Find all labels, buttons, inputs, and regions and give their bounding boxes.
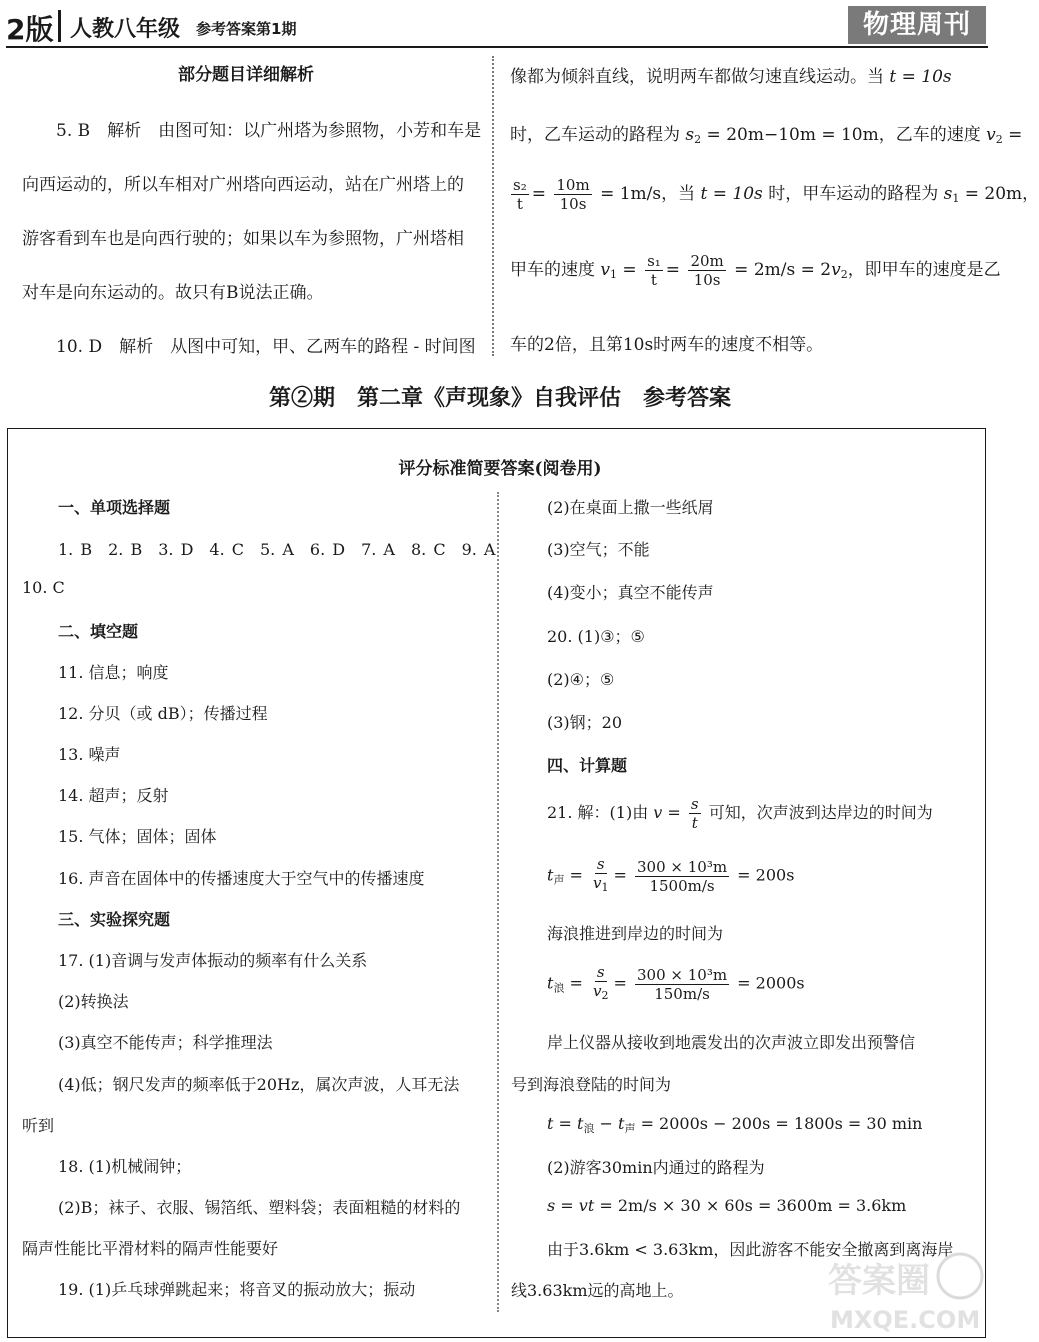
analysis-line: 10. D 解析 从图中可知，甲、乙两车的路程 - 时间图 [56, 337, 476, 357]
fraction: $\frac{\text{300 × 10³m}}{150m/s}$ [637, 965, 728, 1003]
section-heading: 二、填空题 [58, 622, 139, 641]
answer-line: (2)④；⑤ [547, 670, 615, 689]
analysis-line: 游客看到车也是向西行驶的；如果以车为参照物，广州塔相 [22, 229, 464, 249]
fraction: $\frac{s}{v_2}$ [593, 963, 609, 1002]
equation-line: s = vt = 2m/s × 30 × 60s = 3600m = 3.6km [547, 1196, 907, 1215]
answer-line: 听到 [22, 1116, 55, 1135]
answer-line: 1. B 2. B 3. D 4. C 5. A 6. D 7. A 8. C 9. A [58, 540, 496, 559]
analysis-right-line: 时，乙车运动的路程为 $s_2 = 20m-10m = 10m$，乙车的速度 $v_2$ = [510, 125, 1023, 146]
answer-line: (3)空气；不能 [547, 540, 650, 559]
watermark-logo [820, 1250, 990, 1335]
header-rule [6, 46, 988, 48]
answer-line: 10. C [22, 578, 65, 597]
equation-line: $t_浪$ = $\frac{s}{v_2}$ = $\frac{\text{300 × 10³m}}{150m/s}$ = 2000s [547, 963, 805, 1005]
edition-number: 2版 [6, 13, 54, 46]
answer-line: (4)低；钢尺发声的频率低于20Hz，属次声波，人耳无法 [58, 1075, 460, 1094]
answer-line: 11. 信息；响度 [58, 663, 169, 682]
answer-line: (4)变小；真空不能传声 [547, 583, 714, 602]
header-divider [58, 10, 61, 42]
answer-line: 18. (1)机械闹钟； [58, 1157, 192, 1176]
issue-subtitle: 参考答案第1期 [196, 20, 297, 38]
fraction: $\frac{s}{v_1}$ [593, 855, 609, 894]
answer-line: 由于3.6km < 3.63km，因此游客不能安全撤离到离海岸 [547, 1240, 954, 1259]
analysis-right-line: 车的2倍，且第10s时两车的速度不相等。 [510, 335, 824, 355]
answer-line: 线3.63km远的高地上。 [511, 1281, 684, 1300]
analysis-line: 向西运动的，所以车相对广州塔向西运动，站在广州塔上的 [22, 175, 464, 195]
answer-box-title: 评分标准简要答案(阅卷用) [398, 459, 602, 479]
column-divider [497, 492, 499, 1312]
answer-line: 20. (1)③；⑤ [547, 627, 645, 646]
equation-line: $t_声$ = $\frac{s}{v_1}$ = $\frac{\text{300 × 10³m}}{1500m/s}$ = 200s [547, 855, 794, 897]
answer-line: (3)钢；20 [547, 713, 623, 732]
answer-line: 号到海浪登陆的时间为 [511, 1075, 672, 1094]
answer-line: (2)B；袜子、衣服、锡箔纸、塑料袋；表面粗糙的材料的 [58, 1198, 461, 1217]
answer-line: (2)游客30min内通过的路程为 [547, 1158, 765, 1177]
edition-title: 人教八年级 [70, 16, 181, 42]
equation-line: $t = t_浪 - t_声 = 2000s - 200s = 1800s = 30$ min [547, 1114, 923, 1135]
watermark-url: MXQE.COM [830, 1306, 981, 1334]
answer-line: 15. 气体；固体；固体 [58, 827, 217, 846]
fraction: $\frac{10m}{10s}$ [556, 176, 590, 213]
answer-line: (2)转换法 [58, 992, 129, 1011]
fraction: $\frac{\text{300 × 10³m}}{1500m/s}$ [637, 857, 728, 895]
answer-line: (2)在桌面上撒一些纸屑 [547, 498, 714, 517]
analysis-line: 对车是向东运动的。故只有B说法正确。 [22, 283, 324, 303]
analysis-title: 部分题目详细解析 [178, 65, 314, 85]
fraction: $\frac{s}{t}$ [690, 795, 699, 832]
fraction: $\frac{20m}{10s}$ [690, 252, 724, 289]
answer-line: 19. (1)乒乓球弹跳起来；将音叉的振动放大；振动 [58, 1280, 416, 1299]
section-title: 第②期 第二章《声现象》自我评估 参考答案 [268, 385, 731, 411]
answer-line: 12. 分贝（或 dB）；传播过程 [58, 704, 268, 723]
analysis-right-line: $\frac{\text{s₂}}{t}$ = $\frac{10m}{10s}$ = 1m/s，当 t = 10s 时，甲车运动的路程为 $s_1 = 20m$， [513, 176, 1039, 213]
answer-line: 13. 噪声 [58, 745, 121, 764]
answer-line: 17. (1)音调与发声体振动的频率有什么关系 [58, 951, 368, 970]
fraction: $\frac{\text{s₁}}{t}$ [647, 252, 661, 289]
answer-line: 隔声性能比平滑材料的隔声性能要好 [22, 1239, 279, 1258]
column-divider [492, 56, 494, 356]
fraction: $\frac{\text{s₂}}{t}$ [513, 176, 527, 213]
section-heading: 四、计算题 [547, 756, 628, 775]
brand-logo: 物理周刊 [848, 6, 986, 44]
analysis-right-line: 像都为倾斜直线，说明两车都做匀速直线运动。当 t = 10s [510, 67, 952, 87]
analysis-right-line: 甲车的速度 $v_1$ = $\frac{\text{s₁}}{t}$ = $\frac{20m}{10s}$ = $2m/s = 2v_2$，即甲车的速度是乙 [510, 252, 1001, 289]
analysis-line: 5. B 解析 由图可知：以广州塔为参照物，小芳和车是 [56, 121, 482, 141]
answer-line: (3)真空不能传声；科学推理法 [58, 1033, 273, 1052]
answer-line: 21. 解：(1)由 v = $\frac{s}{t}$ 可知，次声波到达岸边的时间为 [547, 795, 933, 832]
answer-line: 岸上仪器从接收到地震发出的次声波立即发出预警信 [547, 1033, 916, 1052]
answer-line: 海浪推进到岸边的时间为 [547, 924, 724, 943]
answer-line: 16. 声音在固体中的传播速度大于空气中的传播速度 [58, 869, 425, 888]
watermark-logo-text: 答案圈 [828, 1261, 930, 1301]
section-heading: 一、单项选择题 [58, 498, 171, 517]
section-heading: 三、实验探究题 [58, 910, 171, 929]
answer-line: 14. 超声；反射 [58, 786, 169, 805]
